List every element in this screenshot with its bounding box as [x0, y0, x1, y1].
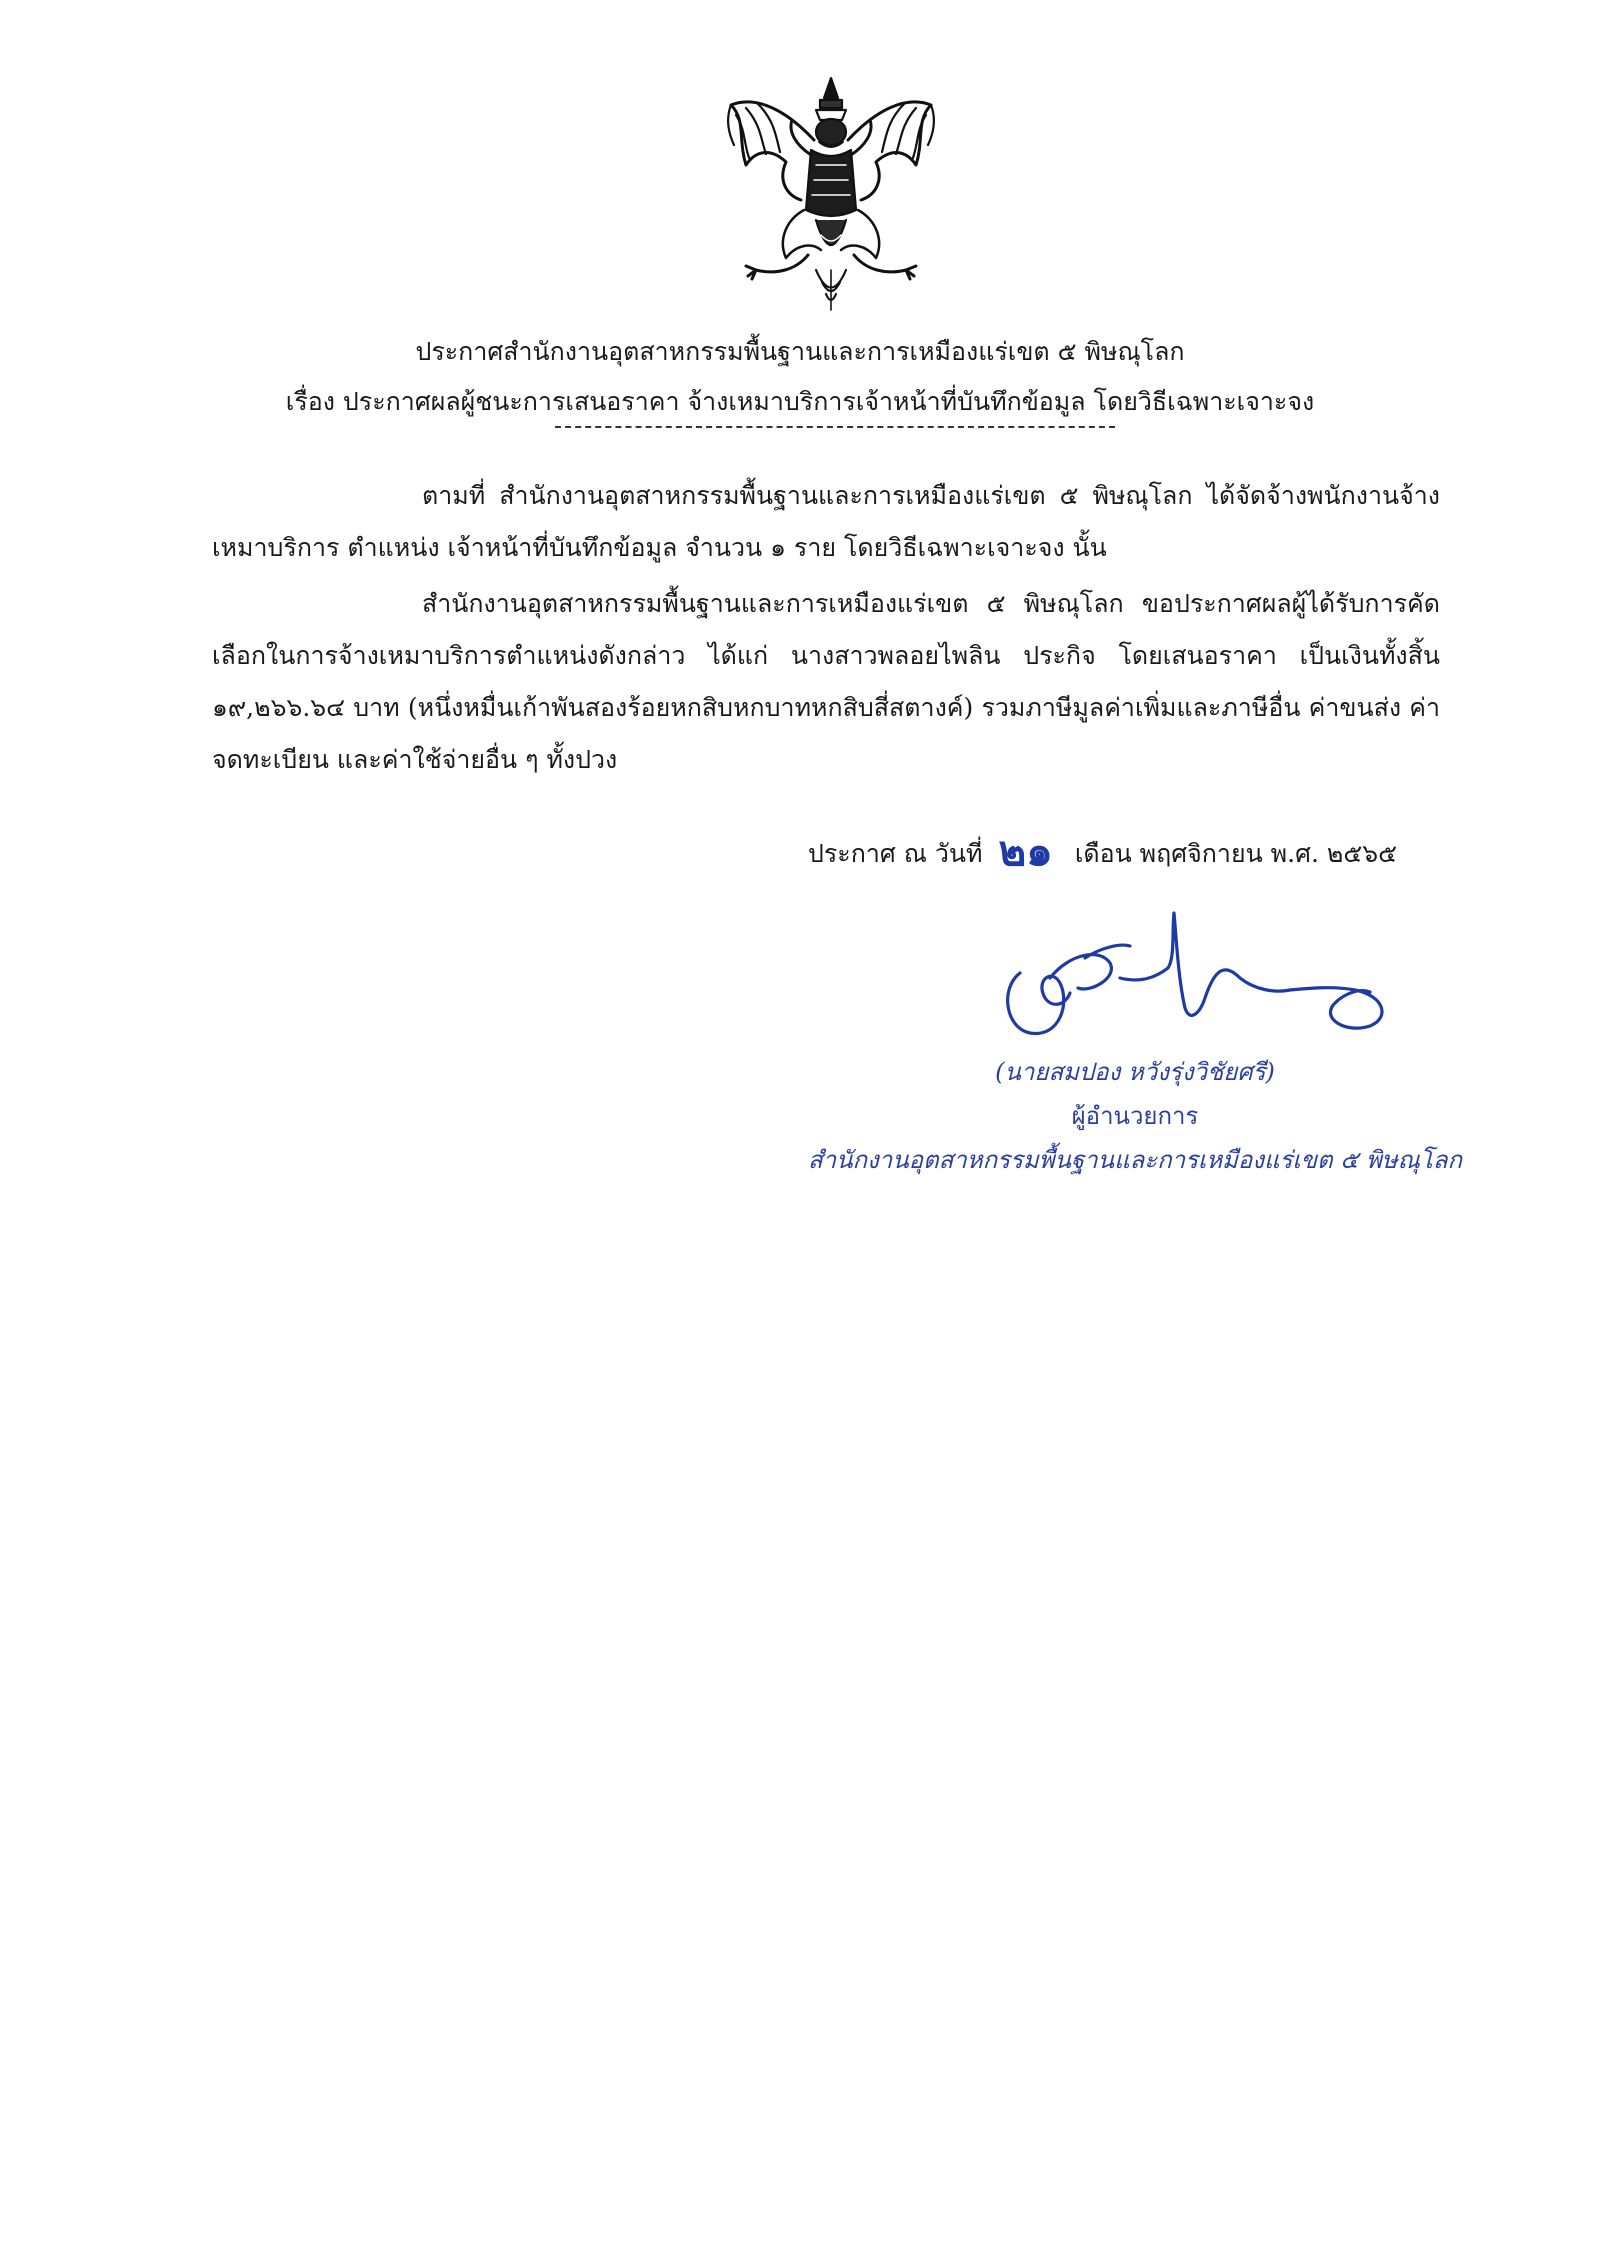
date-prefix: ประกาศ ณ วันที่	[808, 839, 983, 868]
signature-block	[760, 1050, 1510, 1182]
signer-name: (นายสมปอง หวังรุ่งวิชัยศรี)	[995, 1058, 1275, 1086]
announcement-subject: เรื่อง ประกาศผลผู้ชนะการเสนอราคา จ้างเหมาบริการเจ้าหน้าที่บันทึกข้อมูล โดยวิธีเฉพาะเจาะจง	[285, 387, 1315, 416]
date-day-handwritten: ๒๑	[998, 826, 1053, 875]
signer-position: ผู้อำนวยการ	[1071, 1102, 1199, 1130]
body-paragraph-2: สำนักงานอุตสาหกรรมพื้นฐานและการเหมืองแร่เขต ๕ พิษณุโลก ขอประกาศผลผู้ได้รับการคัดเลือกในการจ้างเหมาบริการตำแหน่งดังกล่าว ได้แก่ นางสาวพลอยไพลิน ประกิจ โดยเสนอราคา เป็นเงินทั้งสิ้น ๑๙,๒๖๖.๖๔ บาท (หนึ่งหมื่นเก้าพันสองร้อยหกสิบหกบาทหกสิบสี่สตางค์) รวมภาษีมูลค่าเพิ่มและภาษีอื่น ค่าขนส่ง ค่าจดทะเบียน และค่าใช้จ่ายอื่น ๆ ทั้งปวง	[212, 589, 1440, 774]
signer-office: สำนักงานอุตสาหกรรมพื้นฐานและการเหมืองแร่เขต ๕ พิษณุโลก	[807, 1146, 1463, 1174]
announcement-date	[808, 818, 1397, 884]
garuda-emblem-icon	[716, 70, 946, 315]
announcement-title: ประกาศสำนักงานอุตสาหกรรมพื้นฐานและการเหมืองแร่เขต ๕ พิษณุโลก	[415, 337, 1185, 366]
body-paragraph-1: ตามที่ สำนักงานอุตสาหกรรมพื้นฐานและการเหมืองแร่เขต ๕ พิษณุโลก ได้จัดจ้างพนักงานจ้างเหมาบริการ ตำแหน่ง เจ้าหน้าที่บันทึกข้อมูล จำนวน ๑ ราย โดยวิธีเฉพาะเจาะจง นั้น	[212, 481, 1440, 562]
date-month-year: เดือน พฤศจิกายน พ.ศ. ๒๕๖๕	[1074, 839, 1398, 868]
director-signature	[990, 908, 1410, 1058]
title-divider	[555, 426, 1115, 428]
